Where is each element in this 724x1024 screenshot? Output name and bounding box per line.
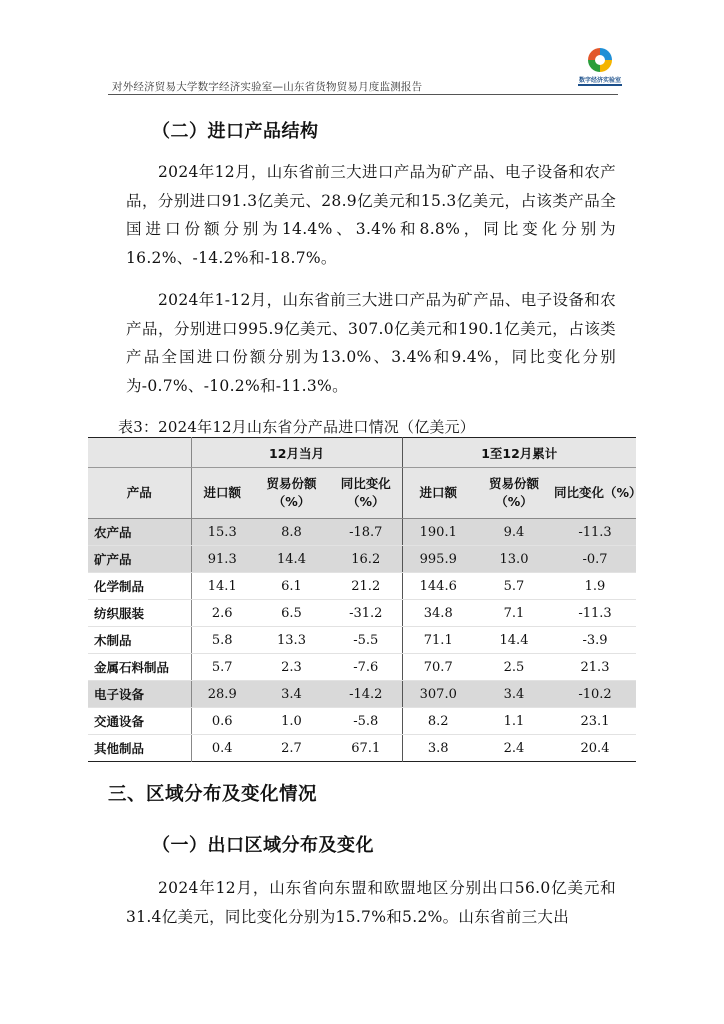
col-header-month-yoy: 同比变化（%） bbox=[330, 468, 402, 519]
row-cum-import: 8.2 bbox=[402, 708, 474, 735]
row-cum-import: 995.9 bbox=[402, 546, 474, 573]
table-row bbox=[88, 654, 636, 681]
table-group-header-row bbox=[88, 438, 636, 468]
table-row bbox=[88, 681, 636, 708]
row-cum-share: 13.0 bbox=[474, 546, 554, 573]
row-cum-yoy: -0.7 bbox=[554, 546, 636, 573]
row-cum-yoy: 23.1 bbox=[554, 708, 636, 735]
row-cum-yoy: 1.9 bbox=[554, 573, 636, 600]
section-import-structure-title: （二）进口产品结构 bbox=[152, 121, 319, 142]
export-regions-paragraph: 2024年12月，山东省向东盟和欧盟地区分别出口56.0亿美元和31.4亿美元，同比变化分别为15.7%和5.2%。山东省前三大出 bbox=[126, 879, 616, 926]
section-regional-title: 三、区域分布及变化情况 bbox=[108, 784, 318, 805]
row-month-import: 5.8 bbox=[191, 627, 253, 654]
section-export-regions-title: （一）出口区域分布及变化 bbox=[152, 835, 374, 856]
row-cum-share: 2.4 bbox=[503, 740, 525, 756]
row-product-name: 农产品 bbox=[88, 519, 191, 546]
globe-logo-icon bbox=[588, 48, 612, 72]
row-product-name: 电子设备 bbox=[88, 681, 191, 708]
import-by-product-table bbox=[88, 437, 642, 762]
col-header-cum-share: 贸易份额（%） bbox=[474, 468, 554, 519]
row-month-share: 1.0 bbox=[253, 708, 330, 735]
row-cum-import: 3.8 bbox=[402, 735, 474, 762]
row-month-import: 0.4 bbox=[191, 735, 253, 762]
row-cum-import: 70.7 bbox=[402, 654, 474, 681]
report-header-title: 对外经济贸易大学数字经济实验室—山东省货物贸易月度监测报告 bbox=[112, 81, 423, 93]
table-row bbox=[88, 573, 636, 600]
row-product-name: 交通设备 bbox=[88, 708, 191, 735]
row-product-name: 矿产品 bbox=[88, 546, 191, 573]
row-month-share: 3.4 bbox=[253, 681, 330, 708]
row-product-name: 其他制品 bbox=[94, 741, 145, 756]
row-month-yoy: 21.2 bbox=[330, 573, 402, 600]
row-cum-share: 14.4 bbox=[474, 627, 554, 654]
row-cum-yoy: -11.3 bbox=[554, 600, 636, 627]
table-row bbox=[88, 600, 636, 627]
logo-underline bbox=[578, 84, 622, 86]
row-month-share: 6.5 bbox=[253, 600, 330, 627]
row-month-share: 2.3 bbox=[253, 654, 330, 681]
row-cum-import: 34.8 bbox=[402, 600, 474, 627]
row-cum-yoy: 20.4 bbox=[580, 740, 610, 756]
row-month-import: 28.9 bbox=[191, 681, 253, 708]
row-cum-share: 9.4 bbox=[474, 519, 554, 546]
row-month-share: 13.3 bbox=[253, 627, 330, 654]
row-month-import: 91.3 bbox=[191, 546, 253, 573]
row-cum-yoy: -11.3 bbox=[554, 519, 636, 546]
table-row bbox=[88, 546, 636, 573]
row-product-name: 金属石料制品 bbox=[88, 654, 191, 681]
table-row bbox=[88, 708, 636, 735]
row-cum-import: 71.1 bbox=[402, 627, 474, 654]
row-cum-yoy: -10.2 bbox=[554, 681, 636, 708]
col-header-product: 产品 bbox=[88, 468, 191, 519]
row-cum-share: 2.5 bbox=[474, 654, 554, 681]
header-divider bbox=[108, 94, 618, 95]
row-month-import: 0.6 bbox=[191, 708, 253, 735]
logo-text: 数字经济实验室 bbox=[578, 77, 621, 84]
row-month-import: 2.6 bbox=[191, 600, 253, 627]
import-paragraph-december: 2024年12月，山东省前三大进口产品为矿产品、电子设备和农产品，分别进口91.3亿美元、28.9亿美元和15.3亿美元，占该类产品全国进口份额分别为14.4%、3.4%和8.8%，同比变化分别为16.2%、-14.2%和-18.7%。 bbox=[126, 163, 616, 267]
group-header-month: 12月当月 bbox=[191, 438, 402, 468]
row-month-yoy: 67.1 bbox=[351, 740, 381, 756]
table-caption: 表3：2024年12月山东省分产品进口情况（亿美元） bbox=[118, 418, 476, 436]
row-month-import: 15.3 bbox=[191, 519, 253, 546]
row-cum-import: 144.6 bbox=[402, 573, 474, 600]
table-row bbox=[88, 735, 636, 762]
row-month-import: 14.1 bbox=[191, 573, 253, 600]
row-cum-share: 1.1 bbox=[474, 708, 554, 735]
import-paragraph-annual: 2024年1-12月，山东省前三大进口产品为矿产品、电子设备和农产品，分别进口995.9亿美元、307.0亿美元和190.1亿美元，占该类产品全国进口份额分别为13.0%、3.4%和9.4%，同比变化分别为-0.7%、-10.2%和-11.3%。 bbox=[126, 291, 616, 395]
col-header-month-share: 贸易份额（%） bbox=[253, 468, 330, 519]
row-cum-share: 7.1 bbox=[474, 600, 554, 627]
table-header-blank bbox=[88, 438, 191, 468]
row-product-name: 纺织服装 bbox=[88, 600, 191, 627]
table-row bbox=[88, 519, 636, 546]
row-month-yoy: 16.2 bbox=[330, 546, 402, 573]
lab-logo bbox=[578, 48, 621, 92]
row-month-yoy: -5.8 bbox=[330, 708, 402, 735]
table-row bbox=[88, 627, 636, 654]
row-product-name: 化学制品 bbox=[88, 573, 191, 600]
row-cum-yoy: -3.9 bbox=[554, 627, 636, 654]
row-month-share: 8.8 bbox=[253, 519, 330, 546]
row-month-yoy: -14.2 bbox=[330, 681, 402, 708]
row-month-share: 14.4 bbox=[253, 546, 330, 573]
col-header-cum-import: 进口额 bbox=[402, 468, 474, 519]
row-cum-yoy: 21.3 bbox=[554, 654, 636, 681]
col-header-cum-yoy: 同比变化（%） bbox=[554, 468, 636, 519]
group-header-cumulative: 1至12月累计 bbox=[402, 438, 636, 468]
row-month-yoy: -7.6 bbox=[330, 654, 402, 681]
col-header-month-import: 进口额 bbox=[191, 468, 253, 519]
row-cum-share: 5.7 bbox=[474, 573, 554, 600]
row-month-import: 5.7 bbox=[191, 654, 253, 681]
row-cum-import: 307.0 bbox=[402, 681, 474, 708]
row-cum-import: 190.1 bbox=[402, 519, 474, 546]
row-cum-share: 3.4 bbox=[474, 681, 554, 708]
row-month-share: 6.1 bbox=[253, 573, 330, 600]
row-month-share: 2.7 bbox=[281, 740, 302, 756]
row-month-yoy: -18.7 bbox=[330, 519, 402, 546]
row-month-yoy: -5.5 bbox=[330, 627, 402, 654]
row-product-name: 木制品 bbox=[88, 627, 191, 654]
table-column-header-row bbox=[88, 468, 636, 519]
row-month-yoy: -31.2 bbox=[330, 600, 402, 627]
